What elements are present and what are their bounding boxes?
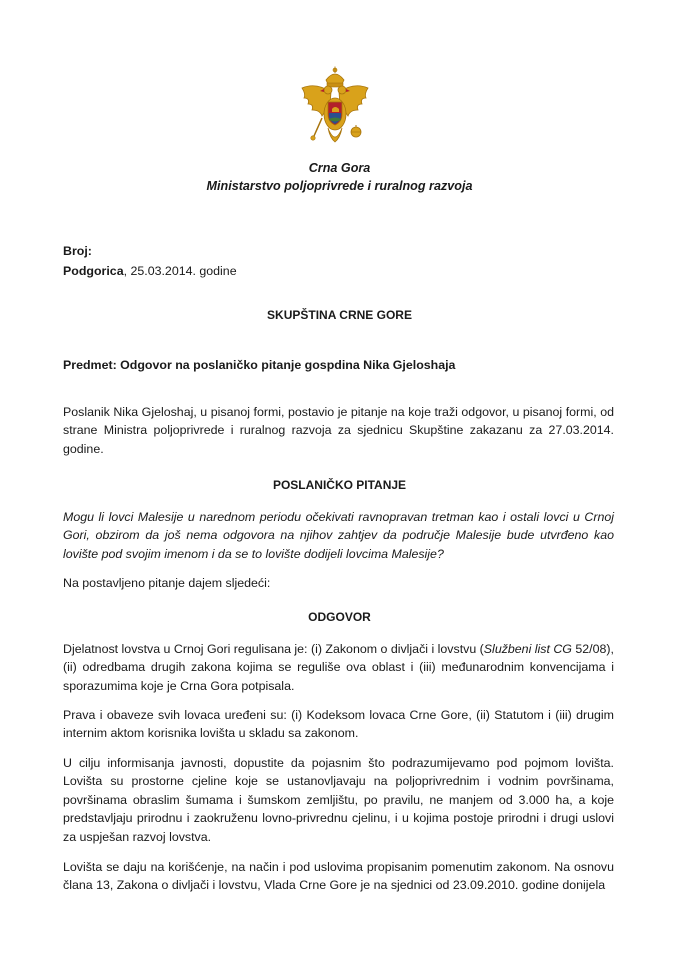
answer-heading: ODGOVOR [308, 610, 371, 624]
paragraph-hunter-rights: Prava i obaveze svih lovaca uređeni su: (i) Kodeksom lovaca Crne Gore, (ii) Statutom i (iii) drugim internim aktom korisnika lovišta u skladu sa zakonom. [63, 708, 614, 741]
question-paragraph: Mogu li lovci Malesije u narednom periodu očekivati ravnopravan tretman kao i ostali lovci u Crnoj Gori, obzirom da još nema odgovora na njihov zahtjev da područje Malesije bude utvrđeno kao lovište pod svojim imenom i da se to lovište dodijeli lovcima Malesije? [63, 510, 614, 561]
intro-paragraph: Poslanik Nika Gjeloshaj, u pisanoj formi, postavio je pitanje na koje traži odgovor, u pisanoj formi, od strane Ministra poljoprivrede i ruralnog razvoja za sjednicu Skupštine zakazanu za 27.03.2014. godine. [63, 405, 614, 456]
question-heading: POSLANIČKO PITANJE [272, 478, 407, 492]
country-name: Crna Gora [308, 161, 371, 175]
place-label: Podgorica [63, 264, 124, 278]
paragraph-concession: Lovišta se daju na korišćenje, na način i pod uslovima propisanim pomenutim zakonom. Na osnovu člana 13, Zakona o divljači i lovstvu, Vlada Crne Gore je na sjednici od 23.09.2010. godine donijela [63, 860, 614, 893]
crown-icon [326, 67, 344, 88]
gazette-reference: Službeni list CG [483, 642, 572, 656]
number-label: Broj: [63, 244, 92, 258]
p1-text-end: 52/08), (ii) odredbama drugih zakona kojima se reguliše ova oblast i (iii) međunarodnim konvencijama i sporazumima koje je Crna Gora potpisala. [63, 642, 614, 693]
recipient-heading: SKUPŠTINA CRNE GORE [267, 308, 412, 322]
paragraph-hunting-grounds: U cilju informisanja javnosti, dopustite da pojasnim što podrazumijevamo pod pojmom lovišta. Lovišta su prostorne cjeline koje se ustanovljavaju na poljoprivrednim i vodnim površinama, površinama obraslim šumama i šumskom zemljištu, po pravilu, ne manjem od 3.000 ha, a koje predstavljaju prirodnu i zaokruženu lovno-privrednu cjelinu, i u kojima postoje prirodni i drugi uslovi za uspješan razvoj lovstva. [63, 756, 614, 844]
paragraph-legal-basis [63, 640, 614, 695]
ministry-name: Ministarstvo poljoprivrede i ruralnog razvoja [206, 179, 473, 193]
coat-of-arms-emblem [298, 66, 372, 152]
document-meta [63, 241, 237, 281]
answer-intro: Na postavljeno pitanje dajem sljedeći: [63, 576, 271, 590]
subject-line: Predmet: Odgovor na poslaničko pitanje gospdina Nika Gjeloshaja [63, 358, 456, 372]
p1-text-start: Djelatnost lovstva u Crnoj Gori regulisana je: (i) Zakonom o divljači i lovstvu ( [63, 642, 484, 656]
date-text: , 25.03.2014. godine [123, 264, 237, 278]
letterhead [0, 159, 679, 195]
